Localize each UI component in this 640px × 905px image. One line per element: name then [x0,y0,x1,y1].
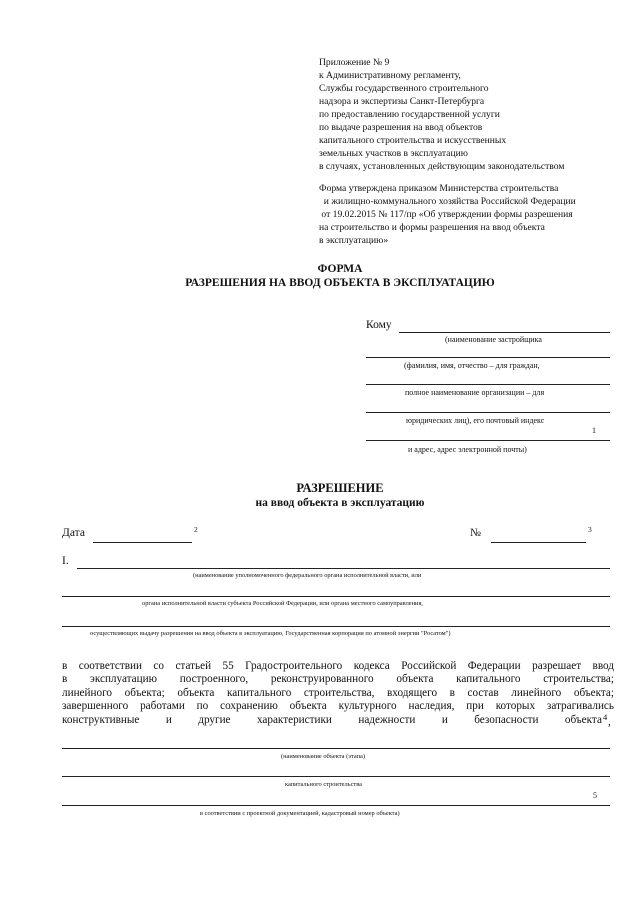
object-footnote: 5 [593,791,597,800]
body-word: и [441,713,448,726]
form-title-line1: ФОРМА [317,263,363,275]
object-hint: в соответствии с проектной документацией, кадастровый номер объекта) [200,810,400,817]
object-hint: (наименование объекта (этапа) [281,753,365,760]
body-line: завершенного работами по сохранению объекта культурного наследия, при которых затрагивались [62,700,614,713]
authority-line-2[interactable] [62,596,610,597]
number-footnote: 3 [588,525,592,534]
authority-hint: осуществляющих выдачу разрешения на ввод объекта в эксплуатацию, Государственная корпорация по атомной энергии "Росатом") [90,630,451,637]
number-label: № [470,527,481,539]
authority-line-3[interactable] [62,626,610,627]
body-line: линейного объекта; объекта капитального строительства, входящего в состав линейного объекта; [62,686,614,699]
body-word: надежности [358,713,416,726]
body-last-line [62,714,602,727]
permit-title [100,480,580,511]
body-footnote: 4 [603,712,608,722]
appendix-line: по выдаче разрешения на ввод объектов [319,122,483,133]
recipient-footnote: 1 [592,426,596,435]
appendix-line: Приложение № 9 [319,57,390,68]
authority-hint: (наименование уполномоченного федерального органа исполнительной власти, или [193,572,422,579]
appendix-line: надзора и экспертизы Санкт-Петербурга [319,96,485,107]
body-word: другие [198,713,231,726]
permit-title-line2: на ввод объекта в эксплуатацию [255,497,425,509]
body-word: характеристики [256,713,332,726]
section-roman: I. [62,555,69,567]
object-line-2[interactable] [62,776,610,777]
recipient-hint: юридических лиц), его почтовый индекс [406,416,545,425]
authority-hint: органа исполнительной власти субъекта Российской Федерации, или органа местного самоуправления, [142,600,423,607]
approval-line: от 19.02.2015 № 117/пр «Об утверждении формы разрешения [319,209,573,220]
appendix-line: в случаях, установленных действующим законодательством [319,161,565,172]
body-word: безопасности [474,713,539,726]
recipient-hint: и адрес, адрес электронной почты) [408,445,527,454]
authority-line-1[interactable] [77,568,610,569]
recipient-hint: (фамилия, имя, отчество – для граждан, [404,361,540,370]
recipient-line-2[interactable] [366,357,610,358]
recipient-hint: полное наименование организации – для [405,388,545,397]
recipient-line-4[interactable] [366,412,610,413]
form-title-line2: РАЗРЕШЕНИЯ НА ВВОД ОБЪЕКТА В ЭКСПЛУАТАЦИЮ [185,277,495,289]
object-line-3[interactable] [62,805,610,806]
appendix-line: Службы государственного строительного [319,83,489,94]
appendix-block [319,56,564,173]
body-word: конструктивные [62,713,140,726]
approval-block [319,182,576,247]
appendix-line: земельных участков в эксплуатацию [319,148,468,159]
approval-line: и жилищно-коммунального хозяйства Российской Федерации [319,196,576,207]
recipient-label: Кому [366,319,392,331]
appendix-line: к Административному регламенту, [319,70,461,81]
body-line: в соответствии со статьей 55 Градостроительного кодекса Российской Федерации разрешает ввод [62,660,614,672]
recipient-line-1[interactable] [399,332,610,333]
body-trail: , [608,716,611,728]
body-word: и [165,713,172,726]
body-line: в эксплуатацию построенного, реконструированного объекта капитального строительства; [62,673,614,686]
approval-line: на строительство и формы разрешения на ввод объекта [319,222,545,233]
form-title [100,262,580,290]
approval-line: Форма утверждена приказом Министерства строительства [319,183,559,194]
body-word: объекта [564,713,602,726]
appendix-line: по предоставлению государственной услуги [319,109,500,120]
recipient-hint: (наименование застройщика [445,335,542,344]
number-field[interactable] [491,542,586,543]
body-paragraph [62,660,614,727]
appendix-line: капитального строительства и искусственных [319,135,507,146]
approval-line: в эксплуатацию» [319,235,389,246]
date-label: Дата [62,527,85,539]
object-hint: капитального строительства [285,781,362,788]
object-line-1[interactable] [62,748,610,749]
date-field[interactable] [93,542,192,543]
date-footnote: 2 [194,525,198,534]
permit-title-line1: РАЗРЕШЕНИЕ [296,481,384,495]
recipient-line-3[interactable] [366,384,610,385]
recipient-line-5[interactable] [366,440,610,441]
